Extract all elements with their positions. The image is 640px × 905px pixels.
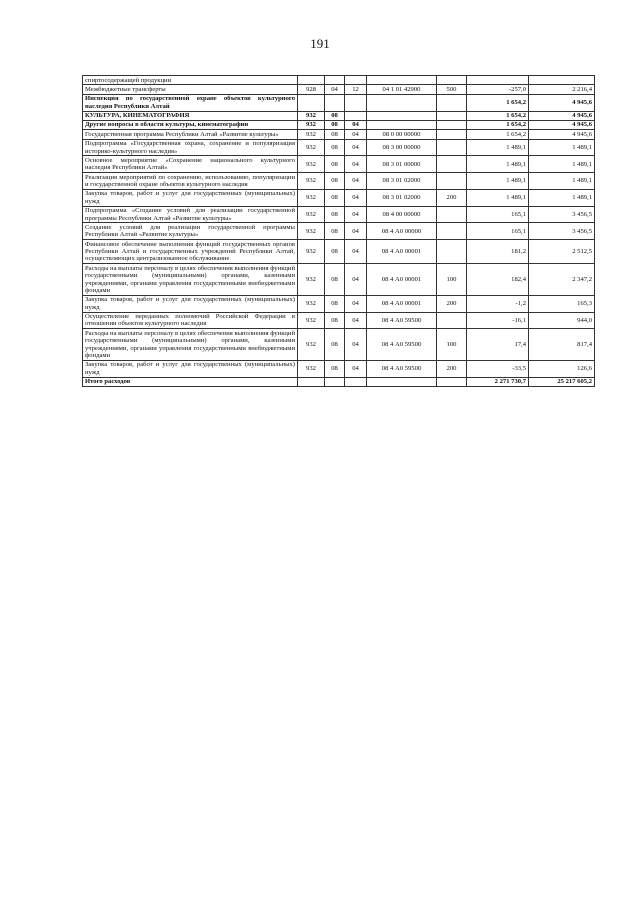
target-article-cell: 08 4 А0 59500 — [367, 360, 437, 377]
table-row — [83, 223, 595, 240]
amount-total-cell: 25 217 605,2 — [529, 377, 595, 386]
expense-name-cell: Осуществление переданных полномочий Российской Федерации в отношении объектов культурного наследия — [83, 312, 298, 329]
expense-name-cell: Создание условий для реализации государственной программы Республики Алтай «Развитие культуры» — [83, 223, 298, 240]
target-article-cell — [367, 377, 437, 386]
table-row-bold — [83, 111, 595, 120]
amount-total-cell: 1 489,1 — [529, 189, 595, 206]
amount-change-cell: 1 654,2 — [467, 111, 529, 120]
amount-total-cell: 126,6 — [529, 360, 595, 377]
target-article-cell: 08 4 А0 00001 — [367, 240, 437, 264]
expense-type-cell — [437, 206, 467, 223]
section-code-cell: 08 — [325, 173, 345, 190]
table-row — [83, 264, 595, 296]
section-code-cell: 08 — [325, 264, 345, 296]
amount-total-cell: 4 945,6 — [529, 120, 595, 129]
admin-code-cell: 932 — [298, 360, 325, 377]
subsection-code-cell: 04 — [345, 173, 367, 190]
admin-code-cell: 932 — [298, 189, 325, 206]
expense-type-cell: 200 — [437, 295, 467, 312]
admin-code-cell: 932 — [298, 312, 325, 329]
target-article-cell: 08 4 А0 59500 — [367, 312, 437, 329]
admin-code-cell: 928 — [298, 85, 325, 94]
expense-name-cell: Расходы на выплаты персоналу в целях обеспечения выполнения функций государственными (муниципальными) органами, казенными учреждениями, органами управления государственными внебюджетными фондами — [83, 329, 298, 361]
expense-type-cell: 100 — [437, 329, 467, 361]
amount-total-cell: 1 489,1 — [529, 156, 595, 173]
subsection-code-cell: 04 — [345, 264, 367, 296]
expense-type-cell — [437, 130, 467, 139]
amount-total-cell: 3 456,5 — [529, 223, 595, 240]
admin-code-cell: 932 — [298, 240, 325, 264]
table-row — [83, 156, 595, 173]
expense-type-cell — [437, 173, 467, 190]
expense-type-cell — [437, 240, 467, 264]
expense-name-cell: Финансовое обеспечение выполнения функций государственных органов Республики Алтай и государственных учреждений Республики Алтай, осуществляющих централизованное обслуживание — [83, 240, 298, 264]
amount-change-cell: 1 489,1 — [467, 156, 529, 173]
admin-code-cell: 932 — [298, 156, 325, 173]
table-row-bold — [83, 94, 595, 111]
target-article-cell: 08 0 00 00000 — [367, 130, 437, 139]
target-article-cell: 08 4 А0 00001 — [367, 264, 437, 296]
amount-total-cell: 165,3 — [529, 295, 595, 312]
expense-type-cell: 100 — [437, 264, 467, 296]
subsection-code-cell: 04 — [345, 156, 367, 173]
amount-total-cell: 1 489,1 — [529, 173, 595, 190]
admin-code-cell: 932 — [298, 111, 325, 120]
admin-code-cell: 932 — [298, 173, 325, 190]
expense-name-cell: Реализация мероприятий по сохранению, использованию, популяризации и государственной охране объектов культурного наследия — [83, 173, 298, 190]
section-code-cell: 08 — [325, 223, 345, 240]
expense-name-cell: Государственная программа Республики Алтай «Развитие культуры» — [83, 130, 298, 139]
expense-type-cell — [437, 76, 467, 85]
subsection-code-cell: 04 — [345, 312, 367, 329]
admin-code-cell — [298, 377, 325, 386]
expense-name-cell: Межбюджетные трансферты — [83, 85, 298, 94]
target-article-cell: 08 4 00 00000 — [367, 206, 437, 223]
subsection-code-cell — [345, 76, 367, 85]
target-article-cell — [367, 111, 437, 120]
expense-name-cell: Подпрограмма «Государственная охрана, сохранение и популяризация историко-культурного наследия» — [83, 139, 298, 156]
expense-type-cell — [437, 120, 467, 129]
amount-change-cell — [467, 76, 529, 85]
amount-total-cell: 3 456,5 — [529, 206, 595, 223]
amount-change-cell: 1 654,2 — [467, 130, 529, 139]
amount-change-cell: 1 489,1 — [467, 173, 529, 190]
subsection-code-cell: 04 — [345, 189, 367, 206]
section-code-cell — [325, 377, 345, 386]
amount-change-cell: 181,2 — [467, 240, 529, 264]
expense-name-cell: Закупка товаров, работ и услуг для государственных (муниципальных) нужд — [83, 295, 298, 312]
amount-total-cell: 2 512,5 — [529, 240, 595, 264]
amount-change-cell: 182,4 — [467, 264, 529, 296]
section-code-cell: 08 — [325, 312, 345, 329]
target-article-cell — [367, 120, 437, 129]
section-code-cell: 04 — [325, 85, 345, 94]
section-code-cell: 08 — [325, 360, 345, 377]
table-row — [83, 130, 595, 139]
expense-name-cell: Инспекция по государственной охране объектов культурного наследия Республики Алтай — [83, 94, 298, 111]
target-article-cell: 04 1 01 42900 — [367, 85, 437, 94]
target-article-cell: 08 3 01 00000 — [367, 156, 437, 173]
table-row — [83, 295, 595, 312]
section-code-cell: 08 — [325, 120, 345, 129]
amount-total-cell: 4 945,6 — [529, 130, 595, 139]
section-code-cell: 08 — [325, 206, 345, 223]
admin-code-cell: 932 — [298, 223, 325, 240]
expense-name-cell: Другие вопросы в области культуры, кинематографии — [83, 120, 298, 129]
expense-type-cell: 200 — [437, 189, 467, 206]
amount-change-cell: 165,1 — [467, 206, 529, 223]
section-code-cell: 08 — [325, 156, 345, 173]
admin-code-cell — [298, 76, 325, 85]
admin-code-cell: 932 — [298, 139, 325, 156]
amount-change-cell: 2 271 730,7 — [467, 377, 529, 386]
expense-type-cell — [437, 111, 467, 120]
table-body — [83, 76, 595, 387]
section-code-cell: 08 — [325, 130, 345, 139]
budget-table — [82, 75, 595, 387]
table-row — [83, 329, 595, 361]
table-row — [83, 240, 595, 264]
subsection-code-cell — [345, 377, 367, 386]
amount-change-cell: 17,4 — [467, 329, 529, 361]
expense-type-cell — [437, 139, 467, 156]
table-row — [83, 139, 595, 156]
table-row — [83, 189, 595, 206]
section-code-cell — [325, 76, 345, 85]
amount-change-cell: 1 489,1 — [467, 139, 529, 156]
section-code-cell: 08 — [325, 139, 345, 156]
amount-change-cell: -1,2 — [467, 295, 529, 312]
target-article-cell: 08 3 01 02000 — [367, 189, 437, 206]
page-number: 191 — [310, 36, 330, 51]
target-article-cell: 08 3 00 00000 — [367, 139, 437, 156]
expense-type-cell — [437, 377, 467, 386]
amount-change-cell: 1 654,2 — [467, 94, 529, 111]
amount-total-cell: 2 347,2 — [529, 264, 595, 296]
amount-change-cell: -16,1 — [467, 312, 529, 329]
section-code-cell: 08 — [325, 111, 345, 120]
subsection-code-cell: 04 — [345, 223, 367, 240]
amount-change-cell: 165,1 — [467, 223, 529, 240]
target-article-cell: 08 4 А0 00000 — [367, 223, 437, 240]
table-row-bold — [83, 120, 595, 129]
table-row — [83, 76, 595, 85]
table-row — [83, 360, 595, 377]
subsection-code-cell: 04 — [345, 130, 367, 139]
amount-change-cell: -33,5 — [467, 360, 529, 377]
expense-name-cell: Закупка товаров, работ и услуг для государственных (муниципальных) нужд — [83, 360, 298, 377]
subsection-code-cell: 04 — [345, 240, 367, 264]
amount-total-cell: 4 945,6 — [529, 111, 595, 120]
section-code-cell: 08 — [325, 189, 345, 206]
amount-change-cell: 1 489,1 — [467, 189, 529, 206]
amount-total-cell: 2 216,4 — [529, 85, 595, 94]
admin-code-cell: 932 — [298, 264, 325, 296]
admin-code-cell: 932 — [298, 206, 325, 223]
section-code-cell: 08 — [325, 329, 345, 361]
target-article-cell: 08 4 А0 00001 — [367, 295, 437, 312]
subsection-code-cell: 04 — [345, 139, 367, 156]
expense-type-cell — [437, 312, 467, 329]
expense-name-cell: КУЛЬТУРА, КИНЕМАТОГРАФИЯ — [83, 111, 298, 120]
table-row — [83, 173, 595, 190]
expense-name-cell: Расходы на выплаты персоналу в целях обеспечения выполнения функций государственными (муниципальными) органами, казенными учреждениями, органами управления государственными внебюджетными фондами — [83, 264, 298, 296]
admin-code-cell: 932 — [298, 120, 325, 129]
table-row — [83, 85, 595, 94]
target-article-cell — [367, 76, 437, 85]
admin-code-cell: 932 — [298, 329, 325, 361]
expense-type-cell: 500 — [437, 85, 467, 94]
subsection-code-cell — [345, 94, 367, 111]
section-code-cell: 08 — [325, 295, 345, 312]
subsection-code-cell: 12 — [345, 85, 367, 94]
subsection-code-cell — [345, 111, 367, 120]
expense-name-cell: Подпрограмма «Создание условий для реализации государственной программы Республики Алтай «Развитие культуры» — [83, 206, 298, 223]
admin-code-cell: 932 — [298, 295, 325, 312]
table-row — [83, 312, 595, 329]
section-code-cell: 08 — [325, 240, 345, 264]
expense-type-cell — [437, 156, 467, 173]
target-article-cell: 08 4 А0 59500 — [367, 329, 437, 361]
subsection-code-cell: 04 — [345, 120, 367, 129]
amount-change-cell: 1 654,2 — [467, 120, 529, 129]
subsection-code-cell: 04 — [345, 360, 367, 377]
expense-type-cell — [437, 94, 467, 111]
target-article-cell: 08 3 01 02000 — [367, 173, 437, 190]
table-row-bold — [83, 377, 595, 386]
table-row — [83, 206, 595, 223]
expense-name-cell: Основное мероприятие «Сохранение национального культурного наследия Республики Алтай» — [83, 156, 298, 173]
expense-type-cell — [437, 223, 467, 240]
subsection-code-cell: 04 — [345, 206, 367, 223]
target-article-cell — [367, 94, 437, 111]
expense-type-cell: 200 — [437, 360, 467, 377]
amount-total-cell — [529, 76, 595, 85]
section-code-cell — [325, 94, 345, 111]
admin-code-cell — [298, 94, 325, 111]
amount-total-cell: 944,0 — [529, 312, 595, 329]
subsection-code-cell: 04 — [345, 329, 367, 361]
amount-change-cell: -257,0 — [467, 85, 529, 94]
expense-name-cell: спиртосодержащей продукции — [83, 76, 298, 85]
expense-name-cell: Итого расходов — [83, 377, 298, 386]
admin-code-cell: 932 — [298, 130, 325, 139]
amount-total-cell: 4 945,6 — [529, 94, 595, 111]
subsection-code-cell: 04 — [345, 295, 367, 312]
amount-total-cell: 1 489,1 — [529, 139, 595, 156]
amount-total-cell: 817,4 — [529, 329, 595, 361]
expense-name-cell: Закупка товаров, работ и услуг для государственных (муниципальных) нужд — [83, 189, 298, 206]
